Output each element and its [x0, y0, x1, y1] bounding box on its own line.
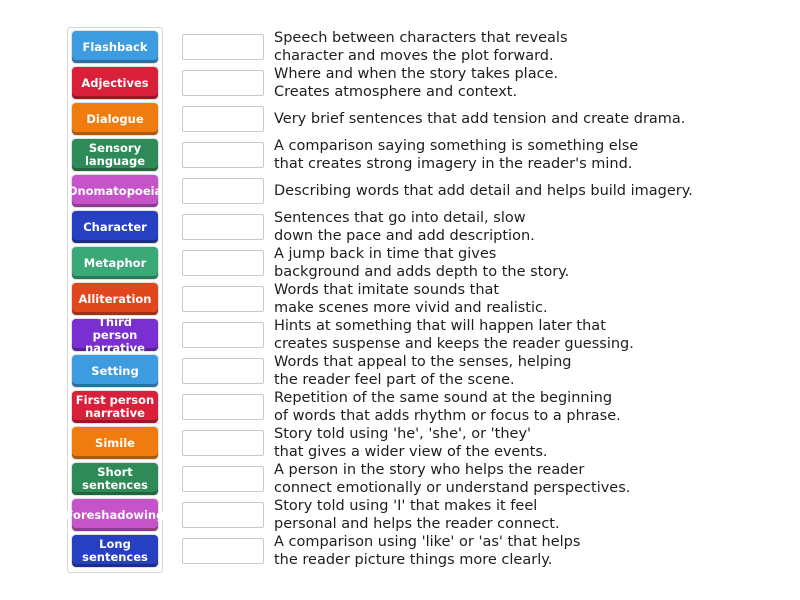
tile-foreshadowing[interactable]: Foreshadowing	[72, 499, 158, 531]
definition-9: Hints at something that will happen later that creates suspense and keeps the reader guessing.	[274, 318, 634, 352]
drop-slot-4[interactable]	[182, 142, 264, 168]
definition-11: Repetition of the same sound at the beginning of words that adds rhythm or focus to a phrase.	[274, 390, 621, 424]
tile-simile[interactable]: Simile	[72, 427, 158, 459]
drop-slot-11[interactable]	[182, 394, 264, 420]
drop-slot-7[interactable]	[182, 250, 264, 276]
definition-12: Story told using 'he', 'she', or 'they' that gives a wider view of the events.	[274, 426, 548, 460]
definition-15: A comparison using 'like' or 'as' that helps the reader picture things more clearly.	[274, 534, 581, 568]
tile-adjectives[interactable]: Adjectives	[72, 67, 158, 99]
definition-13: A person in the story who helps the reader connect emotionally or understand perspectives.	[274, 462, 631, 496]
definition-5: Describing words that add detail and helps build imagery.	[274, 183, 693, 199]
definition-6: Sentences that go into detail, slow down the pace and add description.	[274, 210, 535, 244]
definition-7: A jump back in time that gives background and adds depth to the story.	[274, 246, 570, 280]
tile-first-person-narrative[interactable]: First person narrative	[72, 391, 158, 423]
definition-4: A comparison saying something is something else that creates strong imagery in the reader's mind.	[274, 138, 639, 172]
definition-8: Words that imitate sounds that make scenes more vivid and realistic.	[274, 282, 548, 316]
drop-slot-10[interactable]	[182, 358, 264, 384]
drop-slot-14[interactable]	[182, 502, 264, 528]
tile-third-person-narrative[interactable]: Third person narrative	[72, 319, 158, 351]
definition-1: Speech between characters that reveals character and moves the plot forward.	[274, 30, 568, 64]
tile-short-sentences[interactable]: Short sentences	[72, 463, 158, 495]
drop-slot-2[interactable]	[182, 70, 264, 96]
tile-flashback[interactable]: Flashback	[72, 31, 158, 63]
definition-3: Very brief sentences that add tension and create drama.	[274, 111, 686, 127]
tile-onomatopoeia[interactable]: Onomatopoeia	[72, 175, 158, 207]
drop-slot-6[interactable]	[182, 214, 264, 240]
tile-setting[interactable]: Setting	[72, 355, 158, 387]
definition-2: Where and when the story takes place. Creates atmosphere and context.	[274, 66, 559, 100]
drop-slot-1[interactable]	[182, 34, 264, 60]
tile-sensory-language[interactable]: Sensory language	[72, 139, 158, 171]
tile-panel	[67, 27, 163, 573]
tile-dialogue[interactable]: Dialogue	[72, 103, 158, 135]
tile-long-sentences[interactable]: Long sentences	[72, 535, 158, 567]
tile-alliteration[interactable]: Alliteration	[72, 283, 158, 315]
tile-character[interactable]: Character	[72, 211, 158, 243]
definition-14: Story told using 'I' that makes it feel personal and helps the reader connect.	[274, 498, 560, 532]
drop-slot-3[interactable]	[182, 106, 264, 132]
drop-slot-13[interactable]	[182, 466, 264, 492]
drop-slot-5[interactable]	[182, 178, 264, 204]
drop-slot-9[interactable]	[182, 322, 264, 348]
drop-slot-8[interactable]	[182, 286, 264, 312]
drop-slot-12[interactable]	[182, 430, 264, 456]
drop-slot-15[interactable]	[182, 538, 264, 564]
tile-metaphor[interactable]: Metaphor	[72, 247, 158, 279]
definition-10: Words that appeal to the senses, helping the reader feel part of the scene.	[274, 354, 572, 388]
